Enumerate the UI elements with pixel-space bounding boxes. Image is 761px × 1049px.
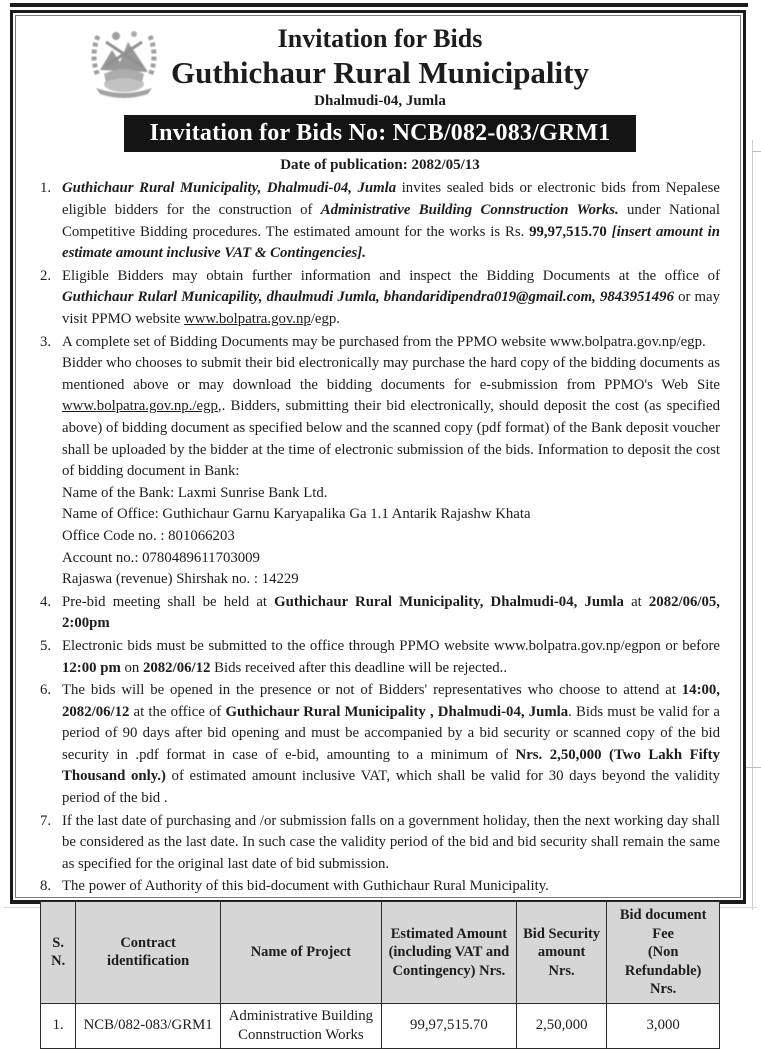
text-run: Name of the Bank: Laxmi Sunrise Bank Ltd. — [62, 484, 328, 501]
text-run: Administrative Building Connstruction Works. — [320, 202, 619, 219]
item-number: 2. — [40, 267, 52, 284]
paragraph — [62, 592, 720, 635]
document-title: Invitation for Bids — [277, 24, 483, 53]
text-run: Guthichaur Rural Municipality , Dhalmudi-04, Jumla — [225, 703, 569, 720]
table-cell: 3,000 — [607, 1003, 720, 1048]
text-run: or may visit PPMO website — [62, 289, 721, 327]
scan-artifact-tick — [746, 767, 761, 768]
document-inner-frame — [15, 15, 741, 1043]
url-link[interactable]: www.bolpatra.gov.np — [184, 311, 311, 327]
text-run: If the last date of purchasing and /or submission falls on a government holiday, then the next working day shall be considered as the last date. In such case the validity period of the bid and bid security shall remain the same as specified for the original last date of bid submission. — [62, 812, 720, 872]
text-run: Electronic bids must be submitted to the office through PPMO website www.bolpatra.gov.np/egpon or before — [62, 637, 720, 654]
table-header-cell: S. N. — [41, 902, 76, 1004]
item-text — [62, 636, 720, 679]
item-text — [62, 332, 720, 591]
text-run: 14:00, 2082/06/12 — [62, 682, 720, 720]
table-cell: 2,50,000 — [516, 1003, 606, 1048]
text-run: 99,97,515.70 — [529, 223, 607, 240]
bid-conditions-list — [40, 178, 720, 898]
list-item — [40, 636, 720, 679]
text-run: on — [120, 659, 143, 676]
text-run: at the office of — [129, 703, 226, 720]
paragraph — [62, 178, 720, 264]
bid-summary-table — [40, 901, 720, 1049]
paragraph — [62, 569, 720, 591]
table-header-cell: Name of Project — [220, 902, 381, 1004]
item-number: 8. — [40, 878, 52, 895]
table-header-cell: Bid Security amount Nrs. — [516, 902, 606, 1004]
text-run: Bids received after this deadline will be rejected.. — [210, 659, 508, 676]
text-run: ,. Bidders, submitting their bid electronically, should deposit the cost (as specified above) of bidding document as specified below and the scanned copy (pdf format) of the Bank deposit voucher shall be uploaded by the bidder at the time of electronic submission of the bids. Information to deposit the cost of bidding document in Bank: — [62, 398, 720, 480]
url-link[interactable]: www.bolpatra.gov.np./egp — [62, 398, 218, 415]
paragraph — [62, 526, 720, 548]
paragraph — [62, 680, 720, 810]
item-text — [62, 811, 720, 876]
paragraph — [62, 266, 720, 331]
text-run: The bids will be opened in the presence or not of Bidders' representatives who choose to attend at — [62, 682, 682, 699]
table-row — [41, 1003, 720, 1048]
text-run: 2082/06/05, 2:00pm — [62, 593, 720, 632]
table-cell: NCB/082-083/GRM1 — [76, 1003, 221, 1048]
municipality-address: Dhalmudi-04, Jumla — [314, 93, 446, 110]
text-run: Eligible Bidders may obtain further information and inspect the Bidding Documents at the office of — [62, 267, 720, 284]
table-cell: 1. — [41, 1003, 76, 1048]
list-item — [40, 811, 720, 876]
item-text — [62, 178, 720, 264]
text-run: Nrs. 2,50,000 (Two Lakh Fifty Thousand only.) — [62, 746, 720, 785]
text-run: Account no.: 0780489611703009 — [62, 549, 260, 566]
scan-artifact-tick — [752, 151, 761, 152]
text-run: under National Competitive Bidding procedures. The estimated amount for the works is Rs. — [62, 202, 720, 240]
table-cell: 99,97,515.70 — [381, 1003, 516, 1048]
item-number: 5. — [40, 637, 52, 654]
text-run: . Bids must be valid for a period of 90 days after bid opening and must be accompanied by a bid security or scanned copy of the bid security in .pdf format in case of e-bid, amounting to a minimum of — [62, 703, 720, 763]
paragraph — [62, 483, 720, 505]
text-run: /egp. — [310, 311, 340, 327]
table-header-row — [41, 902, 720, 1004]
paragraph — [62, 876, 720, 898]
item-number: 6. — [40, 682, 52, 699]
bid-number-banner: Invitation for Bids No: NCB/082-083/GRM1 — [124, 115, 636, 152]
paragraph — [62, 811, 720, 876]
publication-date: Date of publication: 2082/05/13 — [280, 157, 480, 174]
nepal-emblem-logo — [86, 22, 162, 104]
paragraph — [62, 353, 720, 483]
item-number: 7. — [40, 812, 52, 829]
text-run: Pre-bid meeting shall be held at — [62, 593, 275, 610]
text-run: Bidder who chooses to submit their bid electronically may purchase the hard copy of the bidding documents as mentioned above or may download the bidding documents for e-submission from PPMO's Web Site — [62, 355, 720, 393]
item-text — [62, 680, 720, 810]
text-run: Guthichaur Rural Municipality, Dhalmudi-04, Jumla — [62, 180, 397, 197]
emblem-graphic — [86, 22, 162, 104]
page-top-edge — [10, 3, 748, 7]
list-item — [40, 266, 720, 331]
text-run: 12:00 pm — [62, 659, 121, 676]
table-header-cell: Estimated Amount (including VAT and Contingency) Nrs. — [381, 902, 516, 1004]
text-run: Guthichaur Rularl Municapility, dhaulmudi Jumla, bhandaridipendra019@gmail.com, 9843951496 — [62, 289, 674, 306]
item-text — [62, 266, 720, 331]
text-run: of estimated amount inclusive VAT, which shall be valid for 30 days beyond the validity period of the bid . — [62, 768, 720, 807]
text-run: A complete set of Bidding Documents may be purchased from the PPMO website www.bolpatra.gov.np/egp. — [62, 333, 706, 350]
list-item — [40, 178, 720, 264]
text-run: at — [623, 593, 649, 610]
list-item — [40, 876, 720, 898]
item-text — [62, 592, 720, 635]
list-item — [40, 332, 720, 591]
list-item — [40, 592, 720, 635]
text-run: Rajaswa (revenue) Shirshak no. : 14229 — [62, 571, 299, 588]
item-number: 1. — [40, 180, 52, 197]
paragraph — [62, 548, 720, 570]
paragraph — [62, 332, 720, 354]
item-text — [62, 876, 720, 898]
text-run: [insert amount in estimate amount inclusive VAT & Contingencies]. — [62, 223, 720, 262]
text-run: invites sealed bids or electronic bids from Nepalese eligible bidders for the construction of — [62, 180, 720, 219]
text-run: Office Code no. : 801066203 — [62, 527, 235, 544]
item-number: 4. — [40, 593, 52, 610]
document-frame — [10, 10, 746, 1043]
table-header-cell: Bid document Fee (Non Refundable) Nrs. — [607, 902, 720, 1004]
paragraph — [62, 504, 720, 526]
text-run: Guthichaur Rural Municipality, Dhalmudi-04, Jumla — [274, 593, 624, 610]
text-run: 2082/06/12 — [142, 659, 211, 676]
item-number: 3. — [40, 333, 52, 350]
document-content — [16, 16, 740, 1043]
list-item — [40, 680, 720, 810]
text-run: Name of Office: Guthichaur Garnu Karyapalika Ga 1.1 Antarik Rajashw Khata — [62, 506, 531, 523]
table-header-cell: Contract identification — [76, 902, 221, 1004]
scan-artifact-line — [752, 140, 753, 910]
text-run: The power of Authority of this bid-document with Guthichaur Rural Municipality. — [62, 878, 549, 895]
paragraph — [62, 636, 720, 679]
table-cell: Administrative Building Connstruction Works — [220, 1003, 381, 1048]
municipality-name: Guthichaur Rural Municipality — [171, 55, 589, 91]
